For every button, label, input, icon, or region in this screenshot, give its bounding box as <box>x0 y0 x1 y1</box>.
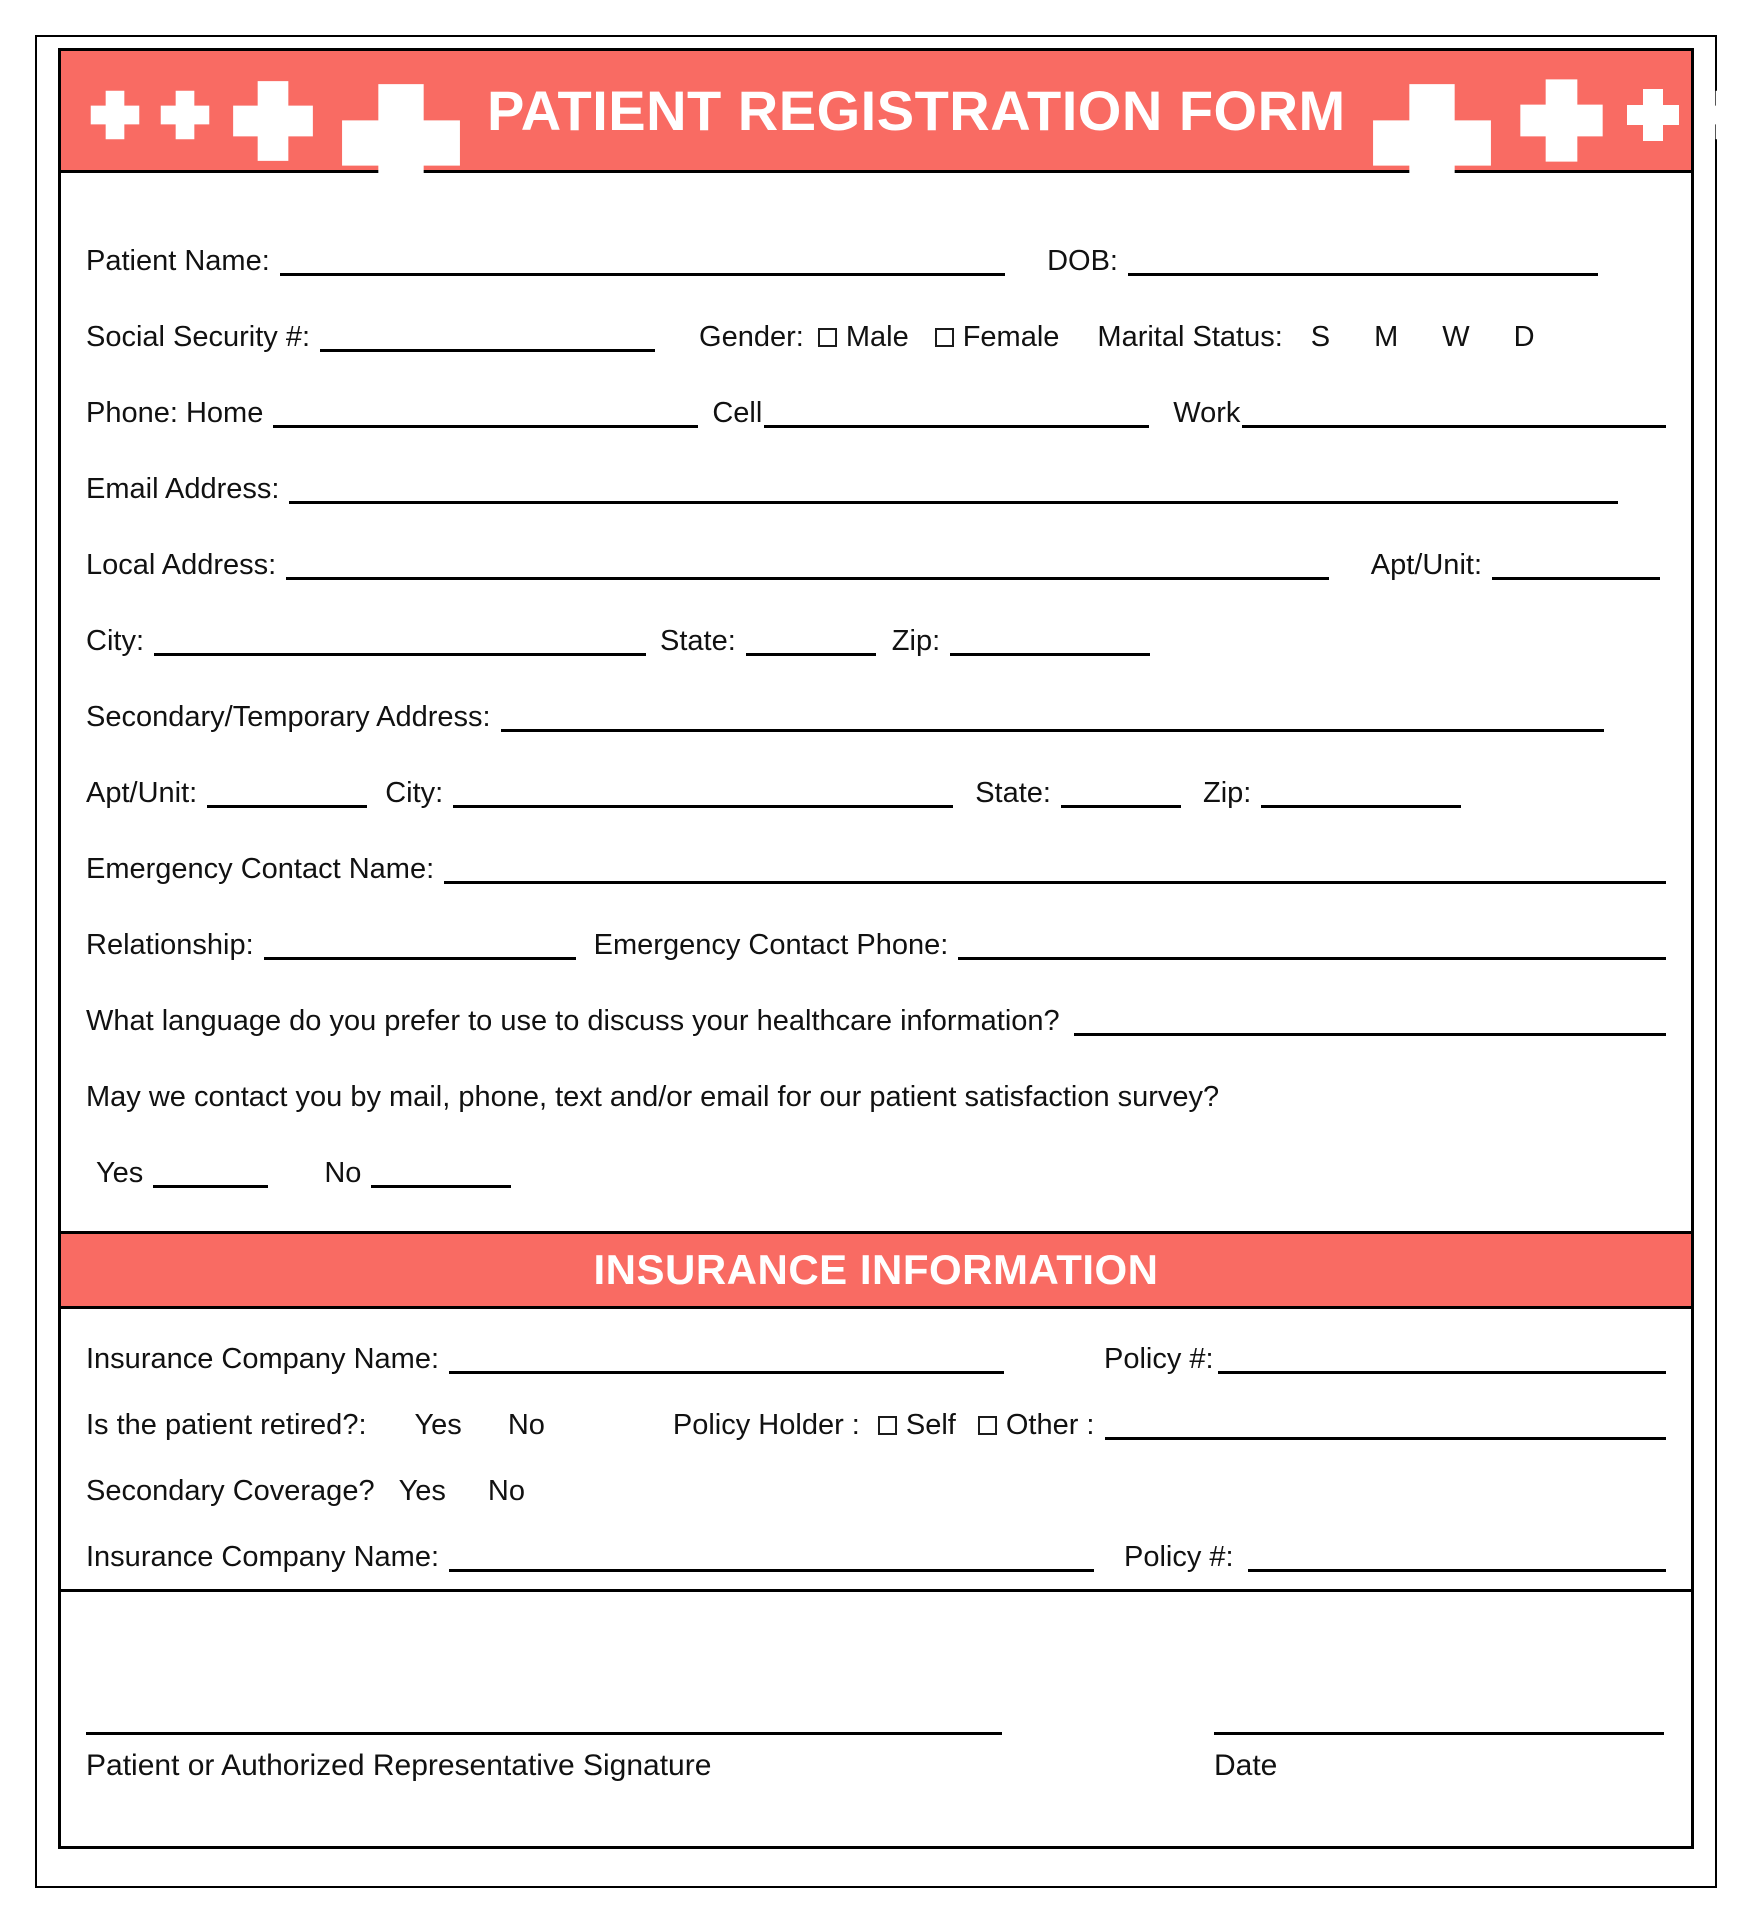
form-row <box>86 973 1666 1049</box>
state-field-line[interactable] <box>746 650 876 656</box>
secondary-coverage-label: Secondary Coverage? <box>86 1474 375 1507</box>
relationship-field-line[interactable] <box>264 954 576 960</box>
medical-cross-icon <box>157 87 213 143</box>
insurance-section-title: INSURANCE INFORMATION <box>593 1246 1159 1293</box>
emergency-contact-phone-field-line[interactable] <box>958 954 1666 960</box>
email-label: Email Address: <box>86 472 280 505</box>
zip-field-line[interactable] <box>950 650 1150 656</box>
language-field-line[interactable] <box>1074 1030 1666 1036</box>
survey-yes-field-line[interactable] <box>153 1182 268 1188</box>
state2-label: State: <box>975 776 1051 809</box>
survey-question-label: May we contact you by mail, phone, text and/or email for our patient satisfaction survey? <box>86 1080 1220 1113</box>
policy-holder-self-label: Self <box>905 1408 956 1441</box>
survey-yes-label: Yes <box>96 1156 144 1189</box>
signature-field-line[interactable] <box>86 1729 1002 1735</box>
emergency-contact-name-label: Emergency Contact Name: <box>86 852 435 885</box>
survey-no-field-line[interactable] <box>371 1182 511 1188</box>
secondary-policy-number-label: Policy #: <box>1124 1540 1234 1573</box>
relationship-label: Relationship: <box>86 928 254 961</box>
emergency-contact-phone-label: Emergency Contact Phone: <box>593 928 949 961</box>
medical-cross-icon <box>87 87 143 143</box>
local-address-field-line[interactable] <box>286 574 1329 580</box>
city2-label: City: <box>385 776 444 809</box>
marital-status-label: Marital Status: <box>1097 320 1283 353</box>
patient-info-section <box>58 170 1694 1234</box>
medical-cross-icon <box>333 75 469 211</box>
secondary-policy-number-field-line[interactable] <box>1248 1566 1666 1572</box>
dob-label: DOB: <box>1047 244 1118 277</box>
patient-name-label: Patient Name: <box>86 244 270 277</box>
zip-label: Zip: <box>891 624 941 657</box>
male-checkbox[interactable] <box>818 328 837 347</box>
signature-label-gap <box>1002 1749 1214 1783</box>
date-field-line[interactable] <box>1214 1729 1664 1735</box>
phone-work-label: Work <box>1173 396 1241 429</box>
language-question-label: What language do you prefer to use to discuss your healthcare information? <box>86 1004 1060 1037</box>
apt-unit2-field-line[interactable] <box>207 802 367 808</box>
apt-unit2-label: Apt/Unit: <box>86 776 198 809</box>
retired-question-label: Is the patient retired?: <box>86 1408 367 1441</box>
secondary-insurance-company-label: Insurance Company Name: <box>86 1540 439 1573</box>
form-row <box>86 1451 1666 1517</box>
right-cross-decoration <box>1364 43 1752 179</box>
page-border-frame <box>35 35 1717 1888</box>
phone-cell-field-line[interactable] <box>764 422 1149 428</box>
insurance-company-label: Insurance Company Name: <box>86 1342 439 1375</box>
marital-option-widowed[interactable]: W <box>1442 320 1470 353</box>
insurance-info-section <box>58 1306 1694 1592</box>
emergency-contact-name-field-line[interactable] <box>444 878 1666 884</box>
marital-option-married[interactable]: M <box>1374 320 1399 353</box>
apt-unit-field-line[interactable] <box>1492 574 1660 580</box>
signature-gap <box>1002 1729 1214 1735</box>
form-row <box>86 289 1666 365</box>
page-title: PATIENT REGISTRATION FORM <box>487 79 1346 142</box>
form-row <box>86 213 1666 289</box>
apt-unit-label: Apt/Unit: <box>1370 548 1482 581</box>
policy-holder-label: Policy Holder : <box>672 1408 860 1441</box>
form-row <box>86 1385 1666 1451</box>
title-banner <box>58 48 1694 173</box>
form-row <box>86 1049 1666 1125</box>
secondary-address-field-line[interactable] <box>501 726 1604 732</box>
form-row <box>86 1319 1666 1385</box>
secondary-coverage-no-option[interactable]: No <box>487 1474 525 1507</box>
form-row <box>86 669 1666 745</box>
survey-no-label: No <box>324 1156 362 1189</box>
phone-cell-label: Cell <box>712 396 763 429</box>
signature-section <box>58 1589 1694 1849</box>
secondary-address-label: Secondary/Temporary Address: <box>86 700 491 733</box>
marital-option-single[interactable]: S <box>1310 320 1331 353</box>
form-row <box>86 821 1666 897</box>
policy-holder-other-field-line[interactable] <box>1105 1434 1667 1440</box>
state-label: State: <box>660 624 736 657</box>
policy-number-label: Policy #: <box>1104 1342 1214 1375</box>
signature-lines-row <box>86 1729 1666 1735</box>
retired-no-option[interactable]: No <box>507 1408 545 1441</box>
phone-home-field-line[interactable] <box>273 422 698 428</box>
medical-cross-icon <box>1514 73 1609 168</box>
insurance-section-banner <box>58 1231 1694 1309</box>
female-checkbox[interactable] <box>935 328 954 347</box>
left-cross-decoration <box>87 43 469 179</box>
medical-cross-icon <box>1697 87 1752 143</box>
medical-cross-icon <box>1364 75 1500 211</box>
insurance-company-field-line[interactable] <box>449 1368 1004 1374</box>
signature-label: Patient or Authorized Representative Signature <box>86 1749 712 1782</box>
ssn-label: Social Security #: <box>86 320 311 353</box>
zip2-field-line[interactable] <box>1261 802 1461 808</box>
policy-holder-self-checkbox[interactable] <box>878 1416 897 1435</box>
male-option-label: Male <box>845 320 909 353</box>
retired-yes-option[interactable]: Yes <box>414 1408 462 1441</box>
medical-cross-icon <box>227 75 319 167</box>
city-field-line[interactable] <box>154 650 646 656</box>
form-row <box>86 441 1666 517</box>
email-field-line[interactable] <box>289 498 1618 504</box>
form-row <box>86 517 1666 593</box>
date-label: Date <box>1214 1749 1278 1782</box>
city2-field-line[interactable] <box>453 802 953 808</box>
form-row <box>86 745 1666 821</box>
policy-holder-other-checkbox[interactable] <box>978 1416 997 1435</box>
secondary-coverage-yes-option[interactable]: Yes <box>398 1474 446 1507</box>
phone-work-field-line[interactable] <box>1242 422 1666 428</box>
form-row <box>86 897 1666 973</box>
state2-field-line[interactable] <box>1061 802 1181 808</box>
policy-holder-other-label: Other : <box>1005 1408 1095 1441</box>
female-option-label: Female <box>962 320 1060 353</box>
medical-cross-icon <box>1623 85 1683 145</box>
signature-labels-row <box>86 1749 1666 1783</box>
secondary-insurance-company-field-line[interactable] <box>449 1566 1094 1572</box>
form-row <box>86 1517 1666 1583</box>
dob-field-line[interactable] <box>1128 270 1598 276</box>
form-row <box>86 593 1666 669</box>
ssn-field-line[interactable] <box>320 346 655 352</box>
phone-home-label: Phone: Home <box>86 396 264 429</box>
patient-name-field-line[interactable] <box>280 270 1005 276</box>
marital-option-divorced[interactable]: D <box>1513 320 1535 353</box>
zip2-label: Zip: <box>1203 776 1252 809</box>
city-label: City: <box>86 624 144 657</box>
policy-number-field-line[interactable] <box>1218 1368 1666 1374</box>
gender-label: Gender: <box>699 320 804 353</box>
form-row <box>86 1125 1666 1201</box>
form-row <box>86 365 1666 441</box>
local-address-label: Local Address: <box>86 548 277 581</box>
